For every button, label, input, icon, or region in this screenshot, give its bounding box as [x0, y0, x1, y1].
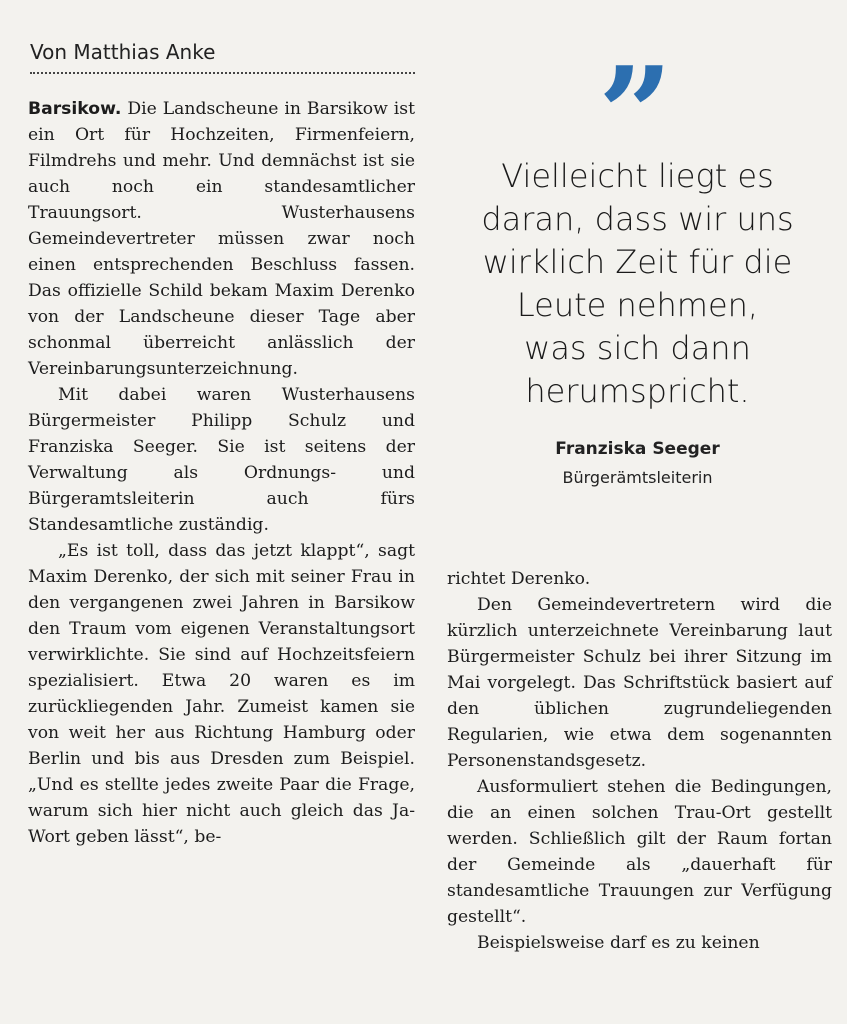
quote-author: Franziska Seeger — [555, 439, 720, 459]
article-paragraph: Beispielsweise darf es zu keinen — [477, 933, 760, 953]
quote-role: Bürgerämtsleiterin — [562, 468, 713, 487]
pull-quote — [440, 38, 835, 565]
article-column-left — [28, 96, 415, 850]
quote-line: wirklich Zeit für die — [482, 243, 793, 281]
article-paragraph: „Es ist toll, dass das jetzt klappt“, sagt Maxim Derenko, der sich mit seiner Frau in den vergangenen zwei Jahren in Barsikow den Traum vom eigenen Veranstaltungsort verwirklichte. Sie sind auf Hochzeitsfeiern spezialisiert. Etwa 20 waren es im zurückliegenden Jahr. Zumeist kamen sie von weit her aus Richtung Hamburg oder Berlin und bis aus Dresden zum Beispiel. „Und es stellte jedes zweite Paar die Frage, warum sich hier nicht auch gleich das Ja-Wort geben lässt“, be- — [28, 541, 415, 847]
article-paragraph: Mit dabei waren Wusterhausens Bürgermeister Philipp Schulz und Franziska Seeger. Sie ist seitens der Verwaltung als Ordnungs- und Bürgeramtsleiterin auch fürs Standesamtliche zuständig. — [28, 385, 415, 535]
article-paragraph — [28, 96, 415, 382]
quote-line: herumspricht. — [525, 372, 750, 410]
article-column-right — [447, 566, 832, 956]
quote-mark-icon: ” — [598, 38, 673, 191]
article-paragraph: Ausformuliert stehen die Bedingungen, die an einen solchen Trau-Ort gestellt werden. Schließlich gilt der Raum fortan der Gemeinde als „dauerhaft für standesamtliche Trauungen zur Verfügung gestellt“. — [447, 777, 832, 927]
byline: Von Matthias Anke — [30, 40, 415, 74]
dateline: Barsikow. — [28, 99, 122, 119]
quote-line: daran, dass wir uns — [481, 200, 794, 238]
paragraph-text: Die Landscheune in Barsikow ist ein Ort für Hochzeiten, Firmenfeiern, Filmdrehs und mehr. Und demnächst ist sie auch noch ein standesamtlicher Trauungsort. Wusterhausens Gemeindevertreter müssen zwar noch einen entsprechenden Beschluss fassen. Das offizielle Schild bekam Maxim Derenko von der Landscheune dieser Tage aber schonmal überreicht anlässlich der Vereinbarungsunterzeichnung. — [28, 99, 415, 379]
quote-line: Vielleicht liegt es — [501, 157, 774, 195]
quote-text — [440, 155, 835, 413]
article-paragraph: Den Gemeindevertretern wird die kürzlich unterzeichnete Vereinbarung laut Bürgermeister Schulz bei ihrer Sitzung im Mai vorgelegt. Das Schriftstück basiert auf den üblichen zugrundeliegenden Regularien, wie etwa dem sogenannten Personenstandsgesetz. — [447, 595, 832, 771]
article-paragraph: richtet Derenko. — [447, 569, 591, 589]
quote-line: Leute nehmen, — [516, 286, 759, 324]
quote-line: was sich dann — [524, 329, 751, 367]
